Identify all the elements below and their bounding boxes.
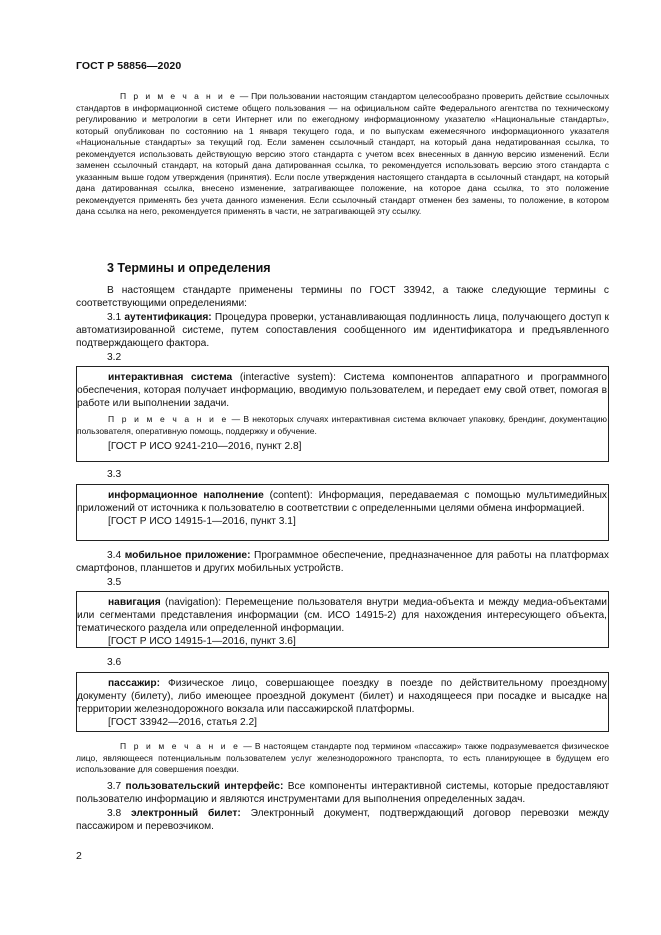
note-label: П р и м е ч а н и е bbox=[120, 741, 241, 751]
document-header: ГОСТ Р 58856—2020 bbox=[76, 60, 182, 72]
term-name: мобильное приложение: bbox=[124, 550, 251, 561]
note-passenger bbox=[76, 741, 609, 776]
term-name: информационное наполнение bbox=[108, 490, 264, 501]
term-3-3-number: 3.3 bbox=[107, 469, 122, 480]
section-title: 3 Термины и определения bbox=[107, 261, 271, 275]
section-intro bbox=[76, 284, 609, 310]
term-source-ref: [ГОСТ Р ИСО 9241-210—2016, пункт 2.8] bbox=[108, 441, 302, 452]
term-name: навигация bbox=[108, 597, 161, 608]
term-name: пользовательский интерфейс: bbox=[125, 781, 284, 792]
term-3-6-box bbox=[76, 672, 609, 732]
term-3-3-box bbox=[76, 484, 609, 541]
term-3-2-number: 3.2 bbox=[107, 352, 122, 363]
note-label: П р и м е ч а н и е bbox=[120, 91, 237, 101]
page-number: 2 bbox=[76, 850, 82, 862]
term-number: 3.8 bbox=[107, 808, 122, 819]
note-text: — В настоящем стандарте под термином «пассажир» также подразумевается физическое лицо, являющееся потенциальным пользователем услуг железнодорожного транспорта, то есть планирующее в будущем его использование для совершения поездки. bbox=[76, 741, 609, 774]
term-3-6-number: 3.6 bbox=[107, 657, 122, 668]
note-references bbox=[76, 91, 609, 218]
term-3-1 bbox=[76, 311, 609, 350]
term-3-5-box bbox=[76, 591, 609, 648]
term-name: электронный билет: bbox=[131, 808, 241, 819]
term-definition: (content): Информация, передаваемая с помощью мультимедийных приложений от источника к пользователю в соответствии с определенными целями обмена информацией. bbox=[77, 490, 607, 514]
term-name: интерактивная система bbox=[108, 372, 233, 383]
term-definition: Физическое лицо, совершающее поездку в поезде по действительному проездному документу (билету), либо имеющее проездной документ (билет) и находящееся при посадке и высадке на территории железнодорожного вокзала или пассажирской платформы. bbox=[77, 678, 607, 715]
term-source-ref: [ГОСТ Р ИСО 14915-1—2016, пункт 3.1] bbox=[108, 516, 296, 527]
term-definition: (interactive system): Система компонентов аппаратного и программного обеспечения, которая получает информацию, вводимую пользователем, и передает ему свой ответ, помогая в работе или выполнении задачи. bbox=[77, 372, 607, 409]
note-label: П р и м е ч а н и е bbox=[108, 414, 229, 424]
term-3-8 bbox=[76, 807, 609, 833]
note-text: — При пользовании настоящим стандартом целесообразно проверить действие ссылочных стандартов в информационной системе общего пользования — на официальном сайте Федерального агентства по техническому регулированию и метрологии в сети Интернет или по ежегодному информационному указателю «Национальные стандарты», который опубликован по состоянию на 1 января текущего года, и по выпускам ежемесячного информационного указателя «Национальные стандарты» за текущий год. Если заменен ссылочный стандарт, на который дана недатированная ссылка, то рекомендуется использовать действующую версию этого стандарта с учетом всех внесенных в данную версию изменений. Если заменен ссылочный стандарт, на который дана датированная ссылка, то рекомендуется использовать версию этого стандарта с указанным выше годом утверждения (принятия). Если после утверждения настоящего стандарта в ссылочный стандарт, на который дана датированная ссылка, внесено изменение, затрагивающее положение, на которое дана ссылка, то это положение рекомендуется применять без учета данного изменения. Если ссылочный стандарт отменен без замены, то положение, в котором дана ссылка на него, рекомендуется применять в части, не затрагивающей эту ссылку. bbox=[76, 91, 609, 216]
term-3-5-number: 3.5 bbox=[107, 577, 122, 588]
term-definition: Процедура проверки, устанавливающая подлинность лица, получающего доступ к автоматизированной системе, путем сопоставления сообщенного им идентификатора и предъявленного подтверждающего фактора. bbox=[76, 312, 609, 349]
term-definition: Электронный документ, подтверждающий договор перевозки между пассажиром и перевозчиком. bbox=[76, 808, 609, 832]
intro-text: В настоящем стандарте применены термины по ГОСТ 33942, а также следующие термины с соответствующими определениями: bbox=[76, 285, 609, 309]
term-3-7 bbox=[76, 780, 609, 806]
term-source-ref: [ГОСТ 33942—2016, статья 2.2] bbox=[108, 717, 258, 728]
term-number: 3.7 bbox=[107, 781, 122, 792]
note-text: — В некоторых случаях интерактивная система включает упаковку, брендинг, документацию пользователя, оперативную помощь, поддержку и обучение. bbox=[77, 414, 607, 436]
term-3-2-box bbox=[76, 366, 609, 462]
term-number: 3.4 bbox=[107, 550, 122, 561]
term-name: аутентификация: bbox=[124, 312, 212, 323]
term-definition: Программное обеспечение, предназначенное для работы на платформах смартфонов, планшетов и других мобильных устройств. bbox=[76, 550, 609, 574]
term-definition: Все компоненты интерактивной системы, которые предоставляют пользователю информацию и являются инструментами для выполнения определенных задач. bbox=[76, 781, 609, 805]
term-name: пассажир: bbox=[108, 678, 161, 689]
term-definition: (navigation): Перемещение пользователя внутри медиа-объекта и между медиа-объектами или сегментами представления информации (см. ИСО 14915-2) для нахождения интересующего объекта, тематического раздела или определенной информации. bbox=[77, 597, 607, 634]
term-3-4 bbox=[76, 549, 609, 575]
term-number: 3.1 bbox=[107, 312, 122, 323]
term-source-ref: [ГОСТ Р ИСО 14915-1—2016, пункт 3.6] bbox=[108, 636, 296, 647]
